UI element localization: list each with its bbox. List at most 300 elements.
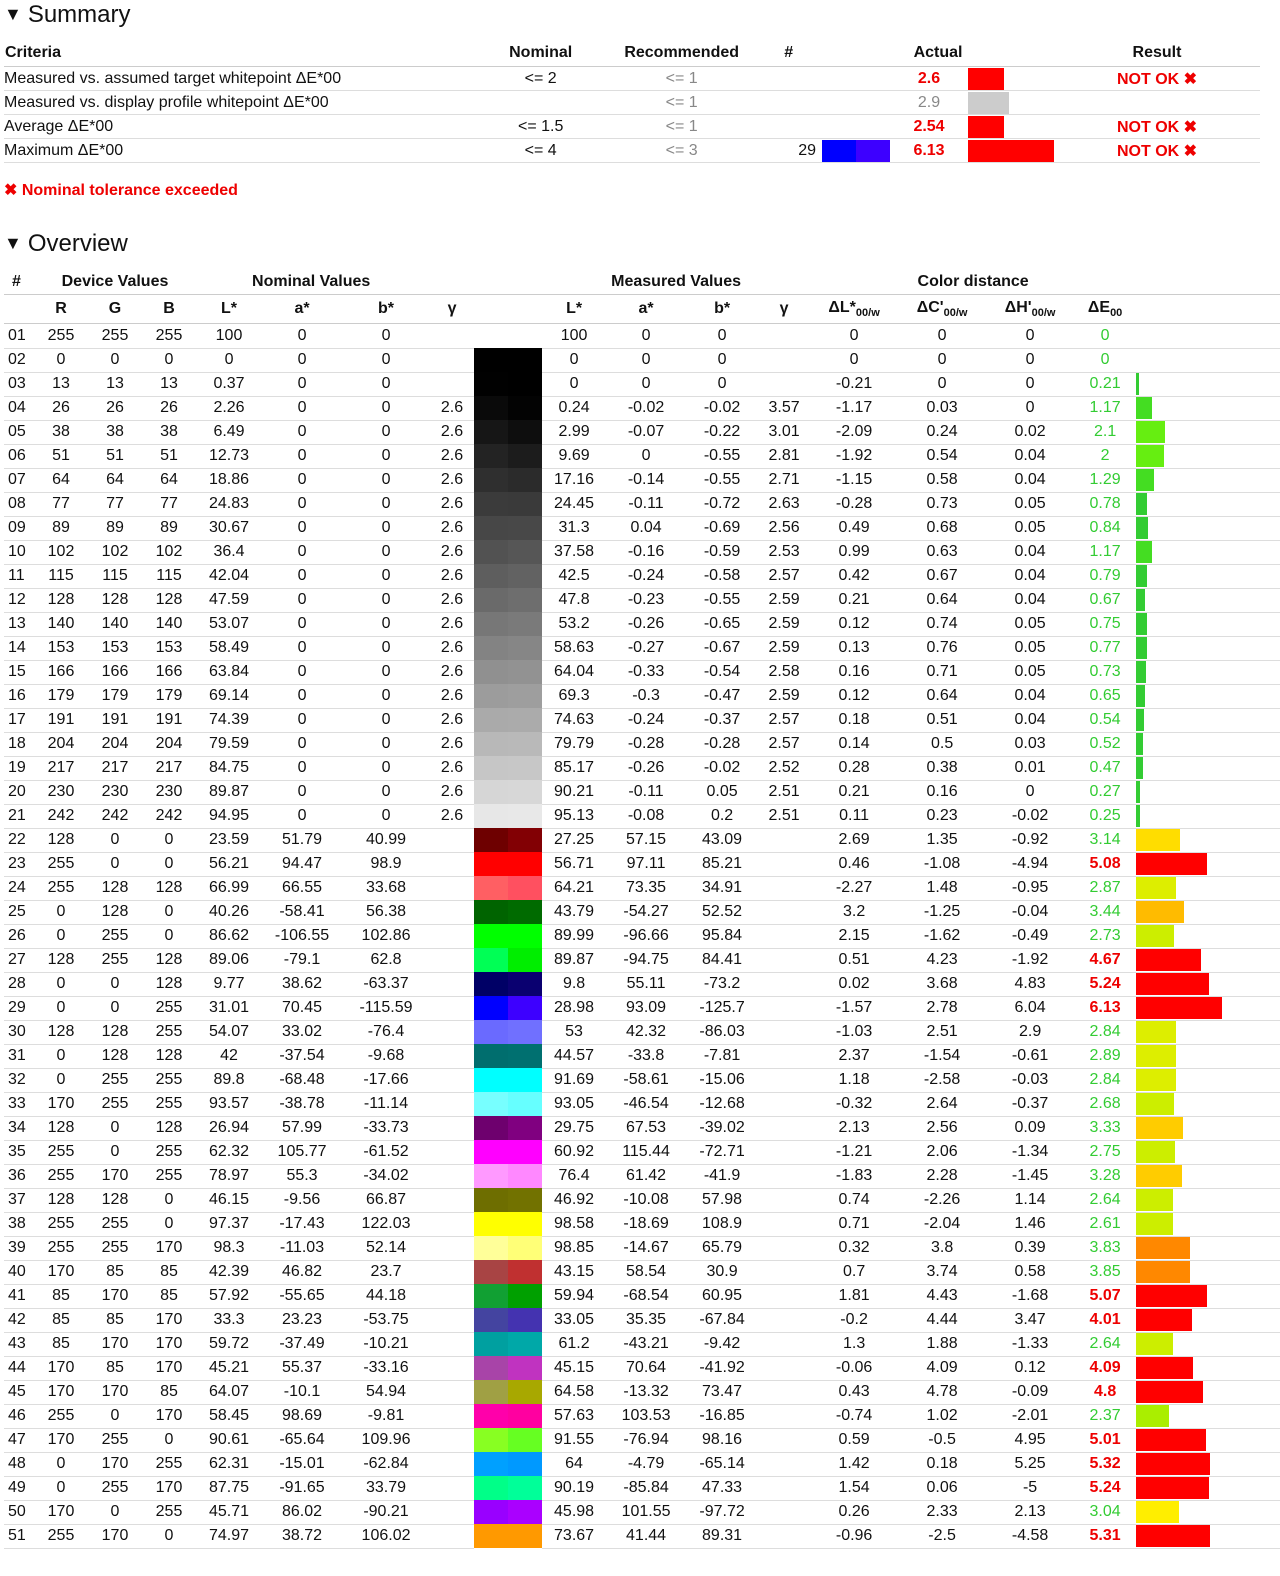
ov-cell-de: 2.64 bbox=[1074, 1188, 1136, 1212]
ov-cell-gam: 2.6 bbox=[430, 636, 474, 660]
ov-cell-l: 57.92 bbox=[196, 1284, 262, 1308]
summary-nominal: <= 2 bbox=[473, 67, 607, 91]
ov-cell-ma: 0 bbox=[606, 348, 686, 372]
ov-cell-dh: 0.05 bbox=[986, 516, 1074, 540]
ov-cell-dl: -2.09 bbox=[810, 420, 898, 444]
ov-patch-number: 49 bbox=[4, 1476, 34, 1500]
ov-cell-dc: 0.38 bbox=[898, 756, 986, 780]
ov-de-bar-cell bbox=[1136, 996, 1280, 1020]
nominal-tolerance-message: ✖ Nominal tolerance exceeded bbox=[4, 182, 238, 199]
ov-cell-bb: -63.37 bbox=[342, 972, 430, 996]
ov-cell-dl: 0.12 bbox=[810, 684, 898, 708]
ov-cell-g: 0 bbox=[88, 1404, 142, 1428]
ov-cell-ml: 17.16 bbox=[542, 468, 606, 492]
overview-heading[interactable]: ▼ Overview bbox=[4, 230, 128, 257]
ov-color-swatch bbox=[474, 516, 542, 540]
ov-cell-ma: -43.21 bbox=[606, 1332, 686, 1356]
ov-cell-bb: 0 bbox=[342, 468, 430, 492]
measured-swatch bbox=[508, 324, 542, 348]
ov-cell-mg: 2.57 bbox=[758, 708, 810, 732]
ov-cell-l: 56.21 bbox=[196, 852, 262, 876]
ov-cell-dc: 2.33 bbox=[898, 1500, 986, 1524]
ov-cell-dc: -2.58 bbox=[898, 1068, 986, 1092]
ov-cell-bb: 0 bbox=[342, 540, 430, 564]
ov-cell-g: 51 bbox=[88, 444, 142, 468]
ov-cell-dc: 2.64 bbox=[898, 1092, 986, 1116]
ov-color-swatch bbox=[474, 1332, 542, 1356]
ov-cell-dh: 0 bbox=[986, 348, 1074, 372]
ov-cell-ma: 115.44 bbox=[606, 1140, 686, 1164]
ov-cell-mb: -67.84 bbox=[686, 1308, 758, 1332]
ov-cell-l: 23.59 bbox=[196, 828, 262, 852]
ov-cell-b: 255 bbox=[142, 1164, 196, 1188]
nominal-swatch bbox=[474, 636, 508, 660]
ov-cell-mb: -0.72 bbox=[686, 492, 758, 516]
ov-cell-bb: 44.18 bbox=[342, 1284, 430, 1308]
ov-de-bar-cell bbox=[1136, 444, 1280, 468]
ov-cell-ml: 29.75 bbox=[542, 1116, 606, 1140]
summary-patch-number bbox=[755, 115, 822, 139]
ov-cell-b: 140 bbox=[142, 612, 196, 636]
ov-color-swatch bbox=[474, 396, 542, 420]
overview-row bbox=[4, 1092, 1280, 1116]
ov-cell-ml: 91.69 bbox=[542, 1068, 606, 1092]
nominal-swatch bbox=[474, 900, 508, 924]
ov-cell-ml: 53.2 bbox=[542, 612, 606, 636]
overview-table bbox=[4, 270, 1280, 1549]
ov-cell-dl: -2.27 bbox=[810, 876, 898, 900]
ov-cell-dc: -2.04 bbox=[898, 1212, 986, 1236]
ov-color-swatch bbox=[474, 972, 542, 996]
ov-cell-ma: -96.66 bbox=[606, 924, 686, 948]
ov-de-bar bbox=[1136, 637, 1147, 659]
ov-cell-mb: -0.37 bbox=[686, 708, 758, 732]
ov-de-bar-cell bbox=[1136, 1332, 1280, 1356]
ov-cell-b: 128 bbox=[142, 972, 196, 996]
ov-cell-bb: -76.4 bbox=[342, 1020, 430, 1044]
ov-cell-bb: 0 bbox=[342, 492, 430, 516]
ov-cell-mb: 34.91 bbox=[686, 876, 758, 900]
ov-cell-g: 0 bbox=[88, 972, 142, 996]
ov-cell-l: 36.4 bbox=[196, 540, 262, 564]
ov-col-dl: $\Delta L*_{00/w}$ bbox=[810, 295, 898, 324]
ov-cell-bb: 0 bbox=[342, 684, 430, 708]
measured-swatch bbox=[508, 444, 542, 468]
ov-de-bar-cell bbox=[1136, 900, 1280, 924]
nominal-swatch bbox=[474, 780, 508, 804]
ov-cell-g: 0 bbox=[88, 852, 142, 876]
ov-cell-mb: -41.9 bbox=[686, 1164, 758, 1188]
ov-cell-g: 128 bbox=[88, 1020, 142, 1044]
ov-cell-ml: 69.3 bbox=[542, 684, 606, 708]
nominal-swatch bbox=[474, 468, 508, 492]
ov-cell-a: -37.54 bbox=[262, 1044, 342, 1068]
measured-swatch bbox=[508, 1452, 542, 1476]
ov-cell-l: 33.3 bbox=[196, 1308, 262, 1332]
ov-col-g: G bbox=[88, 295, 142, 324]
ov-de-bar bbox=[1136, 445, 1164, 467]
ov-color-swatch bbox=[474, 1044, 542, 1068]
ov-cell-bb: 102.86 bbox=[342, 924, 430, 948]
ov-cell-b: 217 bbox=[142, 756, 196, 780]
ov-de-bar bbox=[1136, 1429, 1206, 1451]
ov-patch-number: 09 bbox=[4, 516, 34, 540]
ov-cell-mg: 2.53 bbox=[758, 540, 810, 564]
summary-actual-cell bbox=[822, 139, 1054, 163]
ov-cell-dl: -1.83 bbox=[810, 1164, 898, 1188]
ov-de-bar-cell bbox=[1136, 396, 1280, 420]
ov-cell-dl: 0.21 bbox=[810, 588, 898, 612]
ov-cell-g: 128 bbox=[88, 1188, 142, 1212]
ov-cell-de: 1.17 bbox=[1074, 540, 1136, 564]
ov-cell-b: 115 bbox=[142, 564, 196, 588]
ov-cell-bb: 122.03 bbox=[342, 1212, 430, 1236]
ov-cell-gam: 2.6 bbox=[430, 468, 474, 492]
ov-cell-ma: -46.54 bbox=[606, 1092, 686, 1116]
ov-cell-l: 89.8 bbox=[196, 1068, 262, 1092]
ov-cell-a: 0 bbox=[262, 732, 342, 756]
nominal-swatch bbox=[474, 1428, 508, 1452]
ov-cell-dc: 1.35 bbox=[898, 828, 986, 852]
ov-cell-bb: 0 bbox=[342, 588, 430, 612]
ov-cell-bb: -33.73 bbox=[342, 1116, 430, 1140]
ov-cell-ml: 45.98 bbox=[542, 1500, 606, 1524]
measured-swatch bbox=[508, 1428, 542, 1452]
ov-cell-mb: 73.47 bbox=[686, 1380, 758, 1404]
ov-cell-ml: 0 bbox=[542, 372, 606, 396]
ov-cell-ma: 70.64 bbox=[606, 1356, 686, 1380]
ov-de-bar bbox=[1136, 829, 1180, 851]
ov-de-bar bbox=[1136, 373, 1139, 395]
ov-patch-number: 46 bbox=[4, 1404, 34, 1428]
ov-cell-mb: -0.69 bbox=[686, 516, 758, 540]
ov-cell-a: -37.49 bbox=[262, 1332, 342, 1356]
ov-de-bar-cell bbox=[1136, 1116, 1280, 1140]
ov-color-swatch bbox=[474, 732, 542, 756]
ov-col-ma: a* bbox=[606, 295, 686, 324]
nominal-swatch bbox=[474, 1332, 508, 1356]
ov-cell-dl: -0.2 bbox=[810, 1308, 898, 1332]
ov-cell-mg: 2.71 bbox=[758, 468, 810, 492]
ov-cell-bb: 52.14 bbox=[342, 1236, 430, 1260]
ov-cell-mg bbox=[758, 1500, 810, 1524]
ov-cell-ma: -0.27 bbox=[606, 636, 686, 660]
ov-de-bar-cell bbox=[1136, 732, 1280, 756]
overview-row bbox=[4, 948, 1280, 972]
ov-cell-g: 0 bbox=[88, 348, 142, 372]
ov-de-bar bbox=[1136, 469, 1154, 491]
ov-cell-gam bbox=[430, 1380, 474, 1404]
ov-color-swatch bbox=[474, 1404, 542, 1428]
ov-cell-dl: 0.02 bbox=[810, 972, 898, 996]
overview-row bbox=[4, 900, 1280, 924]
ov-cell-l: 0 bbox=[196, 348, 262, 372]
ov-cell-dc: 4.43 bbox=[898, 1284, 986, 1308]
ov-cell-mb: 52.52 bbox=[686, 900, 758, 924]
summary-heading[interactable]: ▼ Summary bbox=[4, 1, 131, 28]
ov-cell-l: 46.15 bbox=[196, 1188, 262, 1212]
ov-cell-b: 128 bbox=[142, 876, 196, 900]
ov-cell-de: 2.75 bbox=[1074, 1140, 1136, 1164]
ov-de-bar-cell bbox=[1136, 852, 1280, 876]
ov-cell-de: 3.28 bbox=[1074, 1164, 1136, 1188]
ov-cell-b: 0 bbox=[142, 348, 196, 372]
ov-cell-mb: 108.9 bbox=[686, 1212, 758, 1236]
summary-nominal: <= 4 bbox=[473, 139, 607, 163]
ov-cell-mg bbox=[758, 924, 810, 948]
ov-cell-ml: 79.79 bbox=[542, 732, 606, 756]
ov-cell-g: 170 bbox=[88, 1332, 142, 1356]
ov-cell-gam bbox=[430, 1284, 474, 1308]
ov-cell-dh: 0.05 bbox=[986, 660, 1074, 684]
ov-color-swatch bbox=[474, 372, 542, 396]
ov-cell-r: 217 bbox=[34, 756, 88, 780]
ov-cell-bb: -10.21 bbox=[342, 1332, 430, 1356]
ov-cell-mg bbox=[758, 1380, 810, 1404]
summary-row bbox=[4, 67, 1260, 91]
ov-cell-a: -91.65 bbox=[262, 1476, 342, 1500]
ov-cell-mg bbox=[758, 1404, 810, 1428]
ov-cell-l: 98.3 bbox=[196, 1236, 262, 1260]
ov-cell-b: 166 bbox=[142, 660, 196, 684]
ov-cell-mg: 2.59 bbox=[758, 684, 810, 708]
nominal-swatch bbox=[474, 588, 508, 612]
ov-cell-mb: 0 bbox=[686, 348, 758, 372]
ov-cell-mb: 0 bbox=[686, 324, 758, 349]
ov-cell-ml: 46.92 bbox=[542, 1188, 606, 1212]
ov-cell-dc: 0.64 bbox=[898, 684, 986, 708]
ov-patch-number: 24 bbox=[4, 876, 34, 900]
ov-cell-bb: 0 bbox=[342, 420, 430, 444]
ov-cell-ma: -54.27 bbox=[606, 900, 686, 924]
ov-cell-gam bbox=[430, 972, 474, 996]
ov-cell-b: 255 bbox=[142, 996, 196, 1020]
ov-cell-b: 170 bbox=[142, 1356, 196, 1380]
ov-cell-b: 242 bbox=[142, 804, 196, 828]
ov-cell-b: 85 bbox=[142, 1380, 196, 1404]
ov-cell-mg bbox=[758, 996, 810, 1020]
ov-cell-gam bbox=[430, 1068, 474, 1092]
ov-cell-ml: 0.24 bbox=[542, 396, 606, 420]
ov-cell-r: 0 bbox=[34, 972, 88, 996]
ov-cell-b: 255 bbox=[142, 324, 196, 349]
ov-cell-dh: 0.04 bbox=[986, 468, 1074, 492]
ov-cell-g: 140 bbox=[88, 612, 142, 636]
ov-de-bar-cell bbox=[1136, 564, 1280, 588]
ov-cell-r: 170 bbox=[34, 1380, 88, 1404]
ov-cell-dh: 0.05 bbox=[986, 636, 1074, 660]
ov-cell-de: 0.77 bbox=[1074, 636, 1136, 660]
ov-cell-bb: -53.75 bbox=[342, 1308, 430, 1332]
ov-de-bar bbox=[1136, 589, 1145, 611]
ov-patch-number: 06 bbox=[4, 444, 34, 468]
ov-cell-bb: 33.68 bbox=[342, 876, 430, 900]
ov-cell-bb: 98.9 bbox=[342, 852, 430, 876]
ov-cell-ma: 103.53 bbox=[606, 1404, 686, 1428]
ov-cell-dl: 0.99 bbox=[810, 540, 898, 564]
ov-col-a: a* bbox=[262, 295, 342, 324]
ov-color-swatch bbox=[474, 876, 542, 900]
ov-de-bar bbox=[1136, 517, 1148, 539]
ov-cell-ma: -68.54 bbox=[606, 1284, 686, 1308]
ov-cell-ml: 64.58 bbox=[542, 1380, 606, 1404]
overview-row bbox=[4, 708, 1280, 732]
ov-color-swatch bbox=[474, 1260, 542, 1284]
ov-de-bar bbox=[1136, 1021, 1176, 1043]
ov-cell-g: 170 bbox=[88, 1452, 142, 1476]
ov-cell-mb: 95.84 bbox=[686, 924, 758, 948]
ov-cell-mg bbox=[758, 1332, 810, 1356]
ov-cell-r: 255 bbox=[34, 1212, 88, 1236]
ov-col-dh: $\Delta H'_{00/w}$ bbox=[986, 295, 1074, 324]
measured-swatch bbox=[508, 396, 542, 420]
ov-cell-mb: 0.05 bbox=[686, 780, 758, 804]
ov-cell-g: 85 bbox=[88, 1260, 142, 1284]
ov-cell-r: 89 bbox=[34, 516, 88, 540]
nominal-swatch bbox=[474, 1476, 508, 1500]
measured-swatch bbox=[508, 1500, 542, 1524]
ov-cell-r: 255 bbox=[34, 1164, 88, 1188]
ov-cell-r: 170 bbox=[34, 1500, 88, 1524]
ov-cell-b: 102 bbox=[142, 540, 196, 564]
summary-criteria: Maximum ΔE*00 bbox=[4, 139, 473, 163]
ov-cell-b: 85 bbox=[142, 1284, 196, 1308]
ov-cell-a: -15.01 bbox=[262, 1452, 342, 1476]
ov-col-mgamma: γ bbox=[758, 295, 810, 324]
ov-cell-r: 85 bbox=[34, 1308, 88, 1332]
ov-cell-r: 0 bbox=[34, 900, 88, 924]
ov-cell-gam bbox=[430, 924, 474, 948]
ov-cell-mb: -39.02 bbox=[686, 1116, 758, 1140]
ov-cell-b: 89 bbox=[142, 516, 196, 540]
ov-color-swatch bbox=[474, 492, 542, 516]
ov-cell-mg bbox=[758, 1116, 810, 1140]
ov-cell-bb: 0 bbox=[342, 564, 430, 588]
overview-row bbox=[4, 1188, 1280, 1212]
ov-cell-g: 0 bbox=[88, 1500, 142, 1524]
ov-cell-mg bbox=[758, 1476, 810, 1500]
summary-nominal bbox=[473, 91, 607, 115]
ov-cell-b: 77 bbox=[142, 492, 196, 516]
ov-cell-gam: 2.6 bbox=[430, 660, 474, 684]
col-nominal: Nominal bbox=[473, 40, 607, 67]
ov-patch-number: 41 bbox=[4, 1284, 34, 1308]
ov-cell-gam bbox=[430, 1164, 474, 1188]
measured-swatch bbox=[508, 348, 542, 372]
ov-cell-mb: 0 bbox=[686, 372, 758, 396]
overview-row bbox=[4, 1116, 1280, 1140]
summary-row bbox=[4, 91, 1260, 115]
ov-cell-mg bbox=[758, 324, 810, 349]
ov-patch-number: 27 bbox=[4, 948, 34, 972]
ov-de-bar-cell bbox=[1136, 1068, 1280, 1092]
ov-de-bar-cell bbox=[1136, 804, 1280, 828]
overview-row bbox=[4, 636, 1280, 660]
nominal-swatch bbox=[474, 1356, 508, 1380]
overview-row bbox=[4, 972, 1280, 996]
ov-cell-r: 0 bbox=[34, 1476, 88, 1500]
ov-cell-r: 128 bbox=[34, 588, 88, 612]
ov-cell-g: 85 bbox=[88, 1308, 142, 1332]
ov-cell-dh: 2.13 bbox=[986, 1500, 1074, 1524]
ov-cell-dl: -0.06 bbox=[810, 1356, 898, 1380]
ov-cell-dh: 0.05 bbox=[986, 492, 1074, 516]
overview-row bbox=[4, 1164, 1280, 1188]
ov-cell-dl: -0.96 bbox=[810, 1524, 898, 1548]
ov-cell-dc: 4.44 bbox=[898, 1308, 986, 1332]
overview-row bbox=[4, 1452, 1280, 1476]
overview-row bbox=[4, 1524, 1280, 1548]
ov-cell-g: 255 bbox=[88, 948, 142, 972]
ov-cell-g: 179 bbox=[88, 684, 142, 708]
ov-cell-mg bbox=[758, 1428, 810, 1452]
measured-swatch bbox=[508, 1164, 542, 1188]
ov-cell-a: -79.1 bbox=[262, 948, 342, 972]
ov-col-r: R bbox=[34, 295, 88, 324]
ov-cell-l: 100 bbox=[196, 324, 262, 349]
ov-de-bar-cell bbox=[1136, 636, 1280, 660]
ov-cell-g: 85 bbox=[88, 1356, 142, 1380]
ov-col-l: L* bbox=[196, 295, 262, 324]
ov-de-bar-cell bbox=[1136, 660, 1280, 684]
ov-cell-de: 2.64 bbox=[1074, 1332, 1136, 1356]
summary-row bbox=[4, 115, 1260, 139]
ov-cell-mb: 43.09 bbox=[686, 828, 758, 852]
ov-cell-mb: -0.67 bbox=[686, 636, 758, 660]
ov-cell-ml: 60.92 bbox=[542, 1140, 606, 1164]
ov-cell-dh: -0.95 bbox=[986, 876, 1074, 900]
ov-cell-bb: 0 bbox=[342, 780, 430, 804]
ov-cell-g: 0 bbox=[88, 828, 142, 852]
ov-cell-g: 13 bbox=[88, 372, 142, 396]
ov-color-swatch bbox=[474, 1188, 542, 1212]
ov-cell-a: 51.79 bbox=[262, 828, 342, 852]
ov-cell-r: 0 bbox=[34, 1452, 88, 1476]
ov-cell-ma: -4.79 bbox=[606, 1452, 686, 1476]
overview-row bbox=[4, 444, 1280, 468]
ov-col-ml: L* bbox=[542, 295, 606, 324]
ov-color-swatch bbox=[474, 1116, 542, 1140]
ov-cell-de: 4.01 bbox=[1074, 1308, 1136, 1332]
ov-cell-mb: -15.06 bbox=[686, 1068, 758, 1092]
ov-cell-ma: 73.35 bbox=[606, 876, 686, 900]
ov-cell-ma: -0.23 bbox=[606, 588, 686, 612]
ov-cell-ml: 90.21 bbox=[542, 780, 606, 804]
ov-cell-de: 2.61 bbox=[1074, 1212, 1136, 1236]
ov-patch-number: 05 bbox=[4, 420, 34, 444]
ov-color-swatch bbox=[474, 1020, 542, 1044]
ov-cell-dc: 3.74 bbox=[898, 1260, 986, 1284]
summary-actual-cell bbox=[822, 115, 1054, 139]
ov-cell-b: 204 bbox=[142, 732, 196, 756]
ov-cell-bb: -62.84 bbox=[342, 1452, 430, 1476]
ov-de-bar bbox=[1136, 1333, 1173, 1355]
ov-de-bar bbox=[1136, 1189, 1173, 1211]
nominal-swatch bbox=[474, 564, 508, 588]
ov-color-swatch bbox=[474, 996, 542, 1020]
ov-patch-number: 44 bbox=[4, 1356, 34, 1380]
overview-row bbox=[4, 780, 1280, 804]
ov-cell-de: 0.52 bbox=[1074, 732, 1136, 756]
ov-cell-a: 86.02 bbox=[262, 1500, 342, 1524]
ov-de-bar-cell bbox=[1136, 540, 1280, 564]
ov-color-swatch bbox=[474, 948, 542, 972]
nominal-swatch bbox=[474, 396, 508, 420]
ov-cell-gam: 2.6 bbox=[430, 780, 474, 804]
ov-cell-a: -11.03 bbox=[262, 1236, 342, 1260]
ov-de-bar-cell bbox=[1136, 348, 1280, 372]
ov-cell-ml: 53 bbox=[542, 1020, 606, 1044]
